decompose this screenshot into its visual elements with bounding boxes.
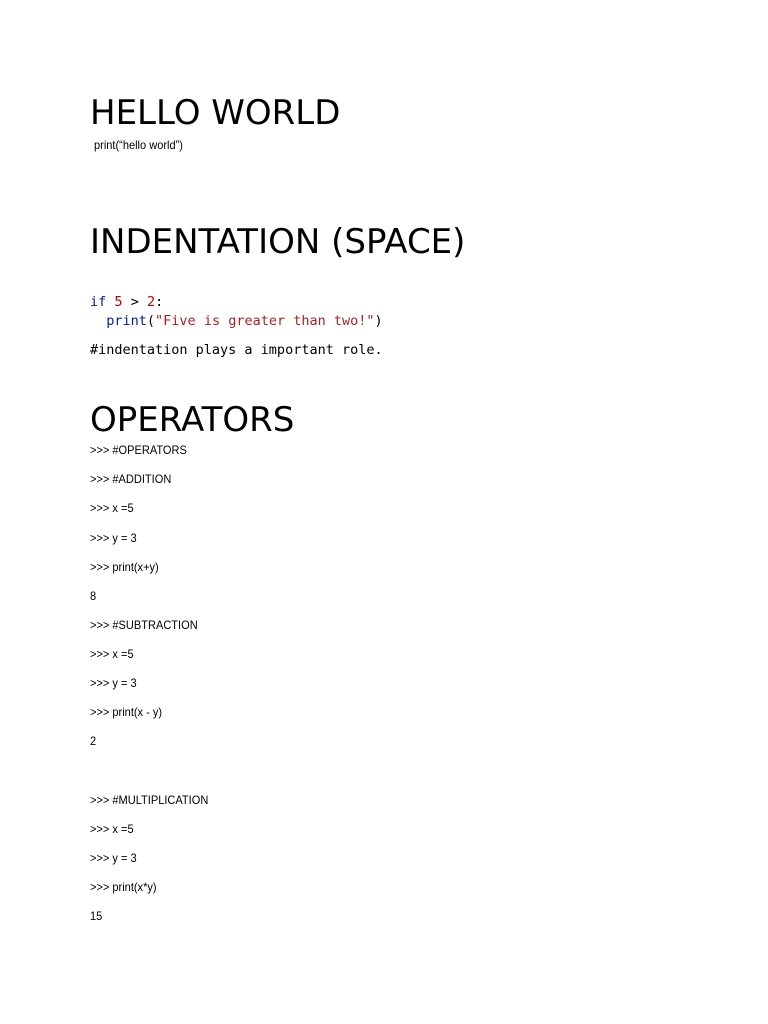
number-five: 5: [114, 294, 123, 310]
operators-line: >>> print(x+y): [90, 560, 159, 574]
function-print: print: [106, 313, 147, 329]
operators-line: >>> print(x*y): [90, 880, 157, 894]
operators-output: 2: [90, 734, 97, 748]
operators-line: >>> y = 3: [90, 531, 137, 545]
paren-open: (: [146, 313, 156, 329]
heading-indentation: INDENTATION (SPACE): [90, 222, 466, 262]
operators-line: >>> x =5: [90, 822, 134, 836]
operators-line: >>> #SUBTRACTION: [90, 618, 198, 632]
operators-line: >>> x =5: [90, 647, 134, 661]
indentation-comment: #indentation plays a important role.: [90, 342, 383, 358]
operators-line: >>> x =5: [90, 501, 134, 515]
colon: :: [155, 294, 164, 310]
operators-line: >>> y = 3: [90, 851, 137, 865]
operators-output: 15: [90, 909, 103, 923]
operators-line: >>> #MULTIPLICATION: [90, 793, 209, 807]
code-line-if: [90, 293, 163, 311]
heading-operators: OPERATORS: [90, 400, 295, 440]
indent-space: [90, 313, 106, 329]
operators-line: >>> #OPERATORS: [90, 443, 187, 457]
code-line-print: [90, 312, 383, 330]
operator-greater: >: [130, 294, 139, 310]
operators-line: >>> #ADDITION: [90, 472, 172, 486]
operators-line: >>> y = 3: [90, 676, 137, 690]
hello-world-code: print(“hello world”): [94, 138, 183, 152]
heading-hello-world: HELLO WORLD: [90, 93, 341, 133]
string-literal: "Five is greater than two!": [155, 313, 375, 329]
paren-close: ): [374, 313, 383, 329]
operators-output: 8: [90, 589, 97, 603]
operators-line: >>> print(x - y): [90, 705, 163, 719]
number-two: 2: [146, 294, 156, 310]
keyword-if: if: [90, 294, 107, 310]
